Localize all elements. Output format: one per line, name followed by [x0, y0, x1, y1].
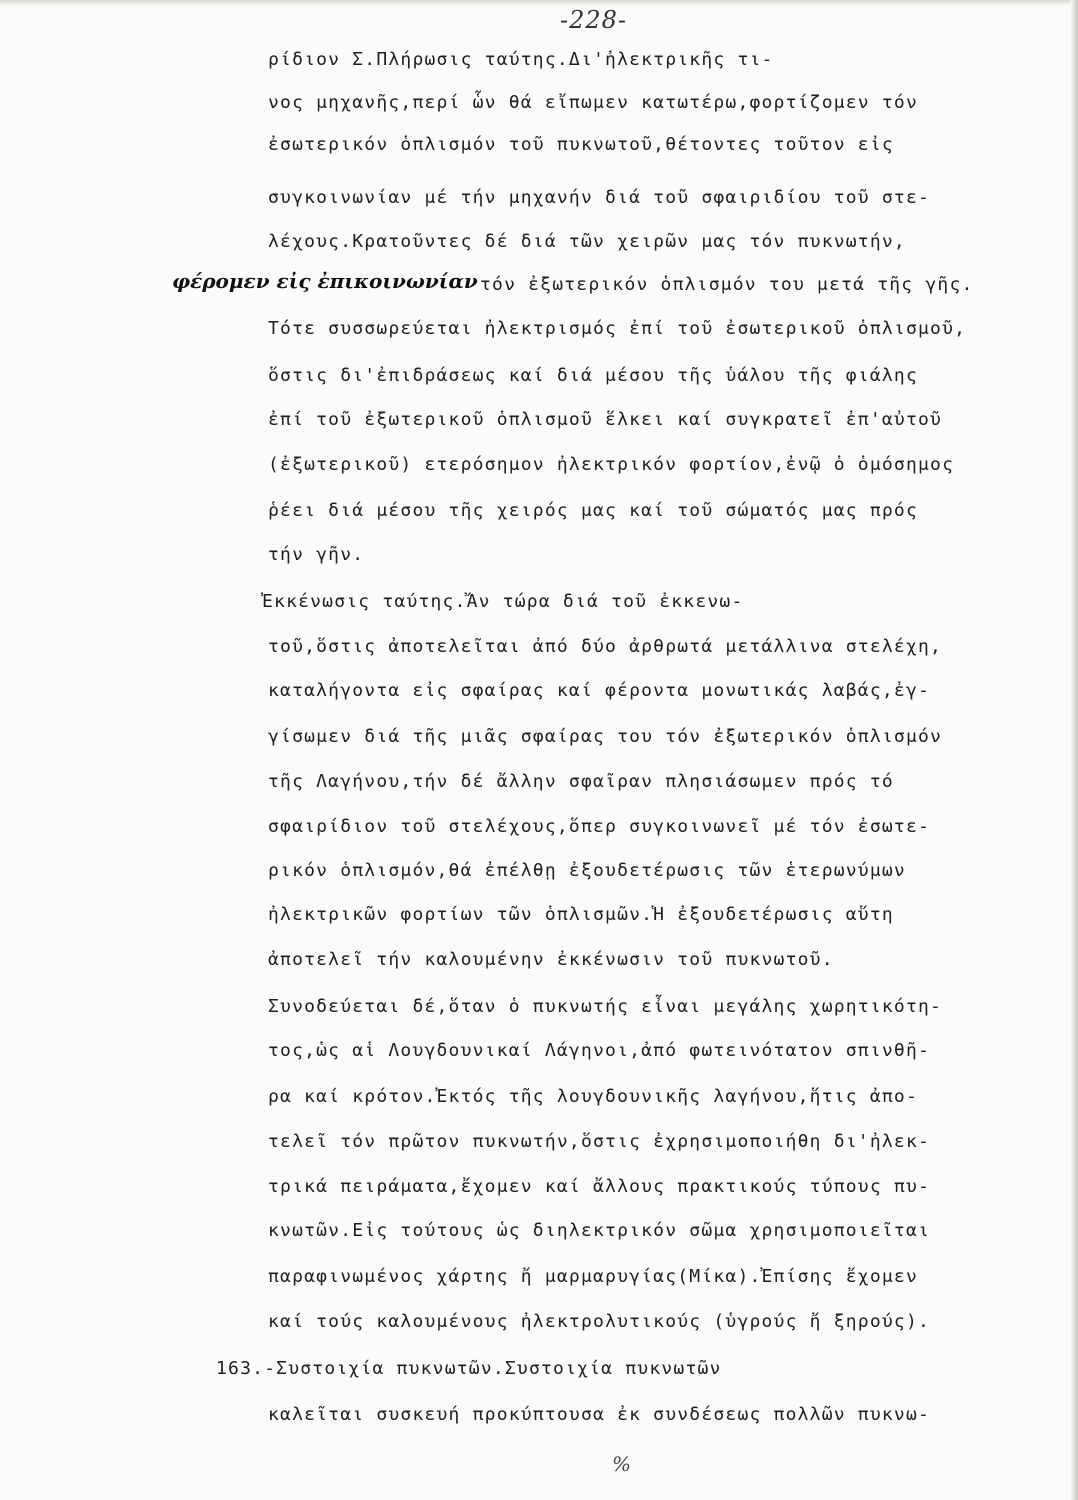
page-right-edge — [1070, 0, 1078, 1500]
text-line: καλεῖται συσκευή προκύπτουσα ἐκ συνδέσεως πολλῶν πυκνω- — [268, 1404, 931, 1425]
text-line: σφαιρίδιον τοῦ στελέχους,ὅπερ συγκοινωνεῖ μέ τόν ἐσωτε- — [268, 816, 931, 837]
text-line: ρικόν ὁπλισμόν,θά ἐπέλθῃ ἐξουδετέρωσις τῶν ἑτερωνύμων — [268, 860, 906, 881]
text-line: Τότε συσσωρεύεται ἠλεκτρισμός ἐπί τοῦ ἐσωτερικοῦ ὁπλισμοῦ, — [268, 318, 967, 339]
text-line: Ἐκκένωσις ταύτης.Ἄν τώρα διά τοῦ ἐκκενω- — [262, 591, 744, 612]
handwritten-margin-note: φέρομεν εἰς ἐπικοινωνίαν — [172, 269, 478, 293]
text-line: γίσωμεν διά τῆς μιᾶς σφαίρας του τόν ἐξωτερικόν ὁπλισμόν — [268, 726, 943, 747]
text-line: παραφινωμένος χάρτης ἤ μαρμαρυγίας(Μίκα).Ἐπίσης ἔχομεν — [268, 1266, 918, 1287]
text-line: καταλήγοντα εἰς σφαίρας καί φέροντα μονωτικάς λαβάς,ἐγ- — [268, 680, 931, 701]
text-line: ρίδιον Σ.Πλήρωσις ταύτης.Δι'ἠλεκτρικῆς τι- — [268, 49, 774, 70]
text-line: καί τούς καλουμένους ἠλεκτρολυτικούς (ὑγρούς ἤ ξηρούς). — [268, 1311, 931, 1332]
text-line: νος μηχανῆς,περί ὧν θά εἴπωμεν κατωτέρω,φορτίζομεν τόν — [268, 92, 918, 113]
text-line: κνωτῶν.Εἰς τούτους ὡς διηλεκτρικόν σῶμα χρησιμοποιεῖται — [268, 1220, 931, 1241]
page-top-edge — [0, 0, 1078, 6]
page-number: -228- — [560, 6, 628, 34]
text-line: ἐσωτερικόν ὁπλισμόν τοῦ πυκνωτοῦ,θέτοντες τοῦτον εἰς — [268, 134, 894, 155]
text-line: ἀποτελεῖ τήν καλουμένην ἐκκένωσιν τοῦ πυκνωτοῦ. — [268, 949, 834, 970]
text-line: ρα καί κρότον.Ἐκτός τῆς λουγδουνικῆς λαγήνου,ἥτις ἀπο- — [268, 1086, 918, 1107]
text-line: τρικά πειράματα,ἔχομεν καί ἄλλους πρακτικούς τύπους πυ- — [268, 1176, 931, 1197]
text-line: ἠλεκτρικῶν φορτίων τῶν ὁπλισμῶν.Ἡ ἐξουδετέρωσις αὕτη — [268, 904, 894, 925]
text-line: λέχους.Κρατοῦντες δέ διά τῶν χειρῶν μας τόν πυκνωτήν, — [268, 231, 906, 252]
text-line: τελεῖ τόν πρῶτον πυκνωτήν,ὅστις ἐχρησιμοποιήθη δι'ἠλεκ- — [268, 1131, 931, 1152]
text-line: τήν γῆν. — [268, 544, 365, 565]
text-line: τοῦ,ὅστις ἀποτελεῖται ἀπό δύο ἀρθρωτά μετάλλινα στελέχη, — [268, 636, 943, 657]
text-line: συγκοινωνίαν μέ τήν μηχανήν διά τοῦ σφαιριδίου τοῦ στε- — [268, 187, 931, 208]
text-line: (ἐξωτερικοῦ) ετερόσημον ἠλεκτρικόν φορτίον,ἐνῷ ὁ ὁμόσημος — [268, 454, 955, 475]
text-line: τόν ἐξωτερικόν ὁπλισμόν του μετά τῆς γῆς. — [480, 274, 974, 295]
text-line: ἐπί τοῦ ἐξωτερικοῦ ὁπλισμοῦ ἕλκει καί συγκρατεῖ ἐπ'αὐτοῦ — [268, 409, 943, 430]
text-line: ὅστις δι'ἐπιδράσεως καί διά μέσου τῆς ὑάλου τῆς φιάλης — [268, 365, 918, 386]
footer-mark: % — [612, 1452, 632, 1476]
text-line: τῆς Λαγήνου,τήν δέ ἄλλην σφαῖραν πλησιάσωμεν πρός τό — [268, 771, 894, 792]
text-line: ῥέει διά μέσου τῆς χειρός μας καί τοῦ σώματός μας πρός — [268, 500, 918, 521]
section-heading-line: 163.-Συστοιχία πυκνωτῶν.Συστοιχία πυκνωτῶν — [216, 1358, 722, 1379]
text-line: τος,ὡς αἱ Λουγδουνικαί Λάγηνοι,ἀπό φωτεινότατον σπινθῆ- — [268, 1040, 931, 1061]
text-line: Συνοδεύεται δέ,ὅταν ὁ πυκνωτής εἶναι μεγάλης χωρητικότη- — [268, 996, 943, 1017]
